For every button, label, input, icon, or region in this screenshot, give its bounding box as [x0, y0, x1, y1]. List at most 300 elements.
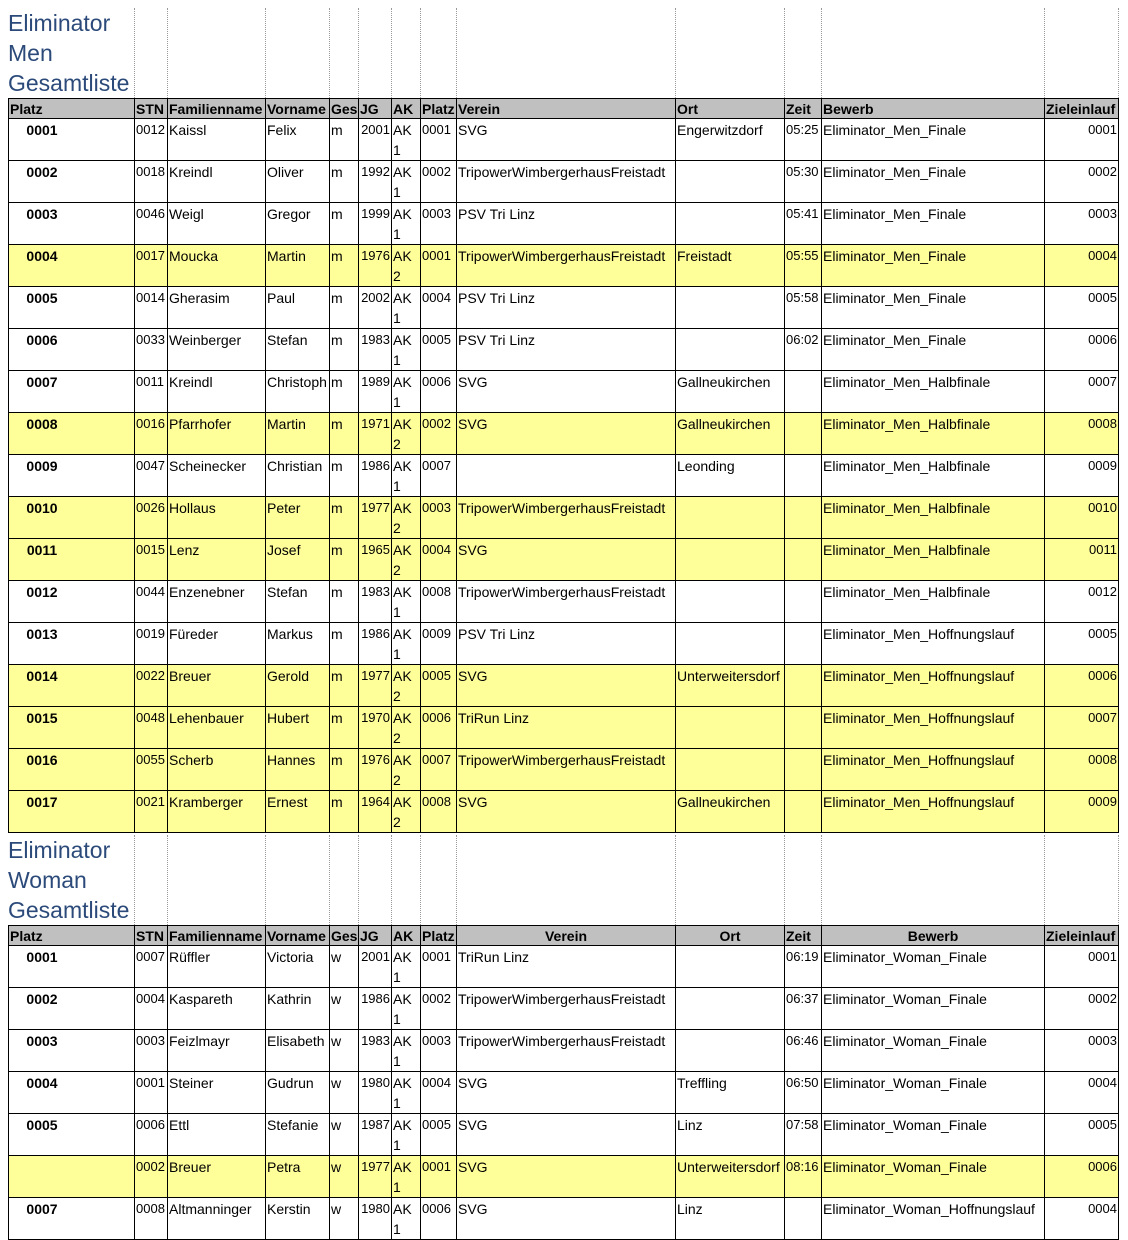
cell-ak: AK 1 — [392, 371, 421, 413]
cell-zieleinlauf: 0012 — [1045, 581, 1119, 623]
cell-vorname: Markus — [266, 623, 330, 665]
cell-ak-platz: 0008 — [421, 791, 457, 833]
cell-ak: AK 1 — [392, 119, 421, 161]
cell-ort — [676, 287, 785, 329]
cell-ak-platz: 0001 — [421, 946, 457, 988]
cell-zeit: 08:16 — [785, 1156, 822, 1198]
cell-ak: AK 2 — [392, 665, 421, 707]
cell-zieleinlauf: 0004 — [1045, 245, 1119, 287]
cell-jg: 1971 — [359, 413, 392, 455]
cell-vorname: Kathrin — [266, 988, 330, 1030]
men-title-line: Men — [8, 40, 53, 66]
cell-zieleinlauf: 0007 — [1045, 371, 1119, 413]
cell-vorname: Petra — [266, 1156, 330, 1198]
cell-jg: 1986 — [359, 623, 392, 665]
cell-familienname: Steiner — [168, 1072, 266, 1114]
cell-verein: TripowerWimbergerhausFreistadt — [457, 581, 676, 623]
cell-zieleinlauf: 0004 — [1045, 1198, 1119, 1240]
gridline — [265, 8, 266, 98]
cell-platz: 0004 — [9, 245, 135, 287]
cell-verein: PSV Tri Linz — [457, 329, 676, 371]
woman-results-table — [8, 925, 1119, 1240]
cell-stn: 0012 — [135, 119, 168, 161]
cell-verein: SVG — [457, 1072, 676, 1114]
cell-verein: SVG — [457, 1156, 676, 1198]
table-row — [9, 1114, 1119, 1156]
cell-verein: PSV Tri Linz — [457, 203, 676, 245]
cell-zieleinlauf: 0001 — [1045, 946, 1119, 988]
cell-familienname: Kramberger — [168, 791, 266, 833]
cell-stn: 0011 — [135, 371, 168, 413]
cell-ak: AK 1 — [392, 1072, 421, 1114]
cell-ges: m — [330, 161, 359, 203]
cell-zeit — [785, 413, 822, 455]
cell-ak-platz: 0005 — [421, 329, 457, 371]
cell-ges: m — [330, 791, 359, 833]
cell-platz: 0001 — [9, 946, 135, 988]
cell-verein: PSV Tri Linz — [457, 287, 676, 329]
cell-platz: 0006 — [9, 329, 135, 371]
cell-zieleinlauf: 0008 — [1045, 749, 1119, 791]
cell-jg: 1977 — [359, 1156, 392, 1198]
cell-verein: SVG — [457, 119, 676, 161]
column-header: JG — [359, 99, 392, 119]
cell-bewerb: Eliminator_Men_Finale — [822, 245, 1045, 287]
cell-stn: 0003 — [135, 1030, 168, 1072]
cell-ges: m — [330, 329, 359, 371]
cell-ort: Treffling — [676, 1072, 785, 1114]
cell-vorname: Stefan — [266, 581, 330, 623]
spreadsheet — [8, 8, 1118, 1240]
cell-zeit — [785, 371, 822, 413]
cell-ak-platz: 0001 — [421, 1156, 457, 1198]
cell-vorname: Paul — [266, 287, 330, 329]
cell-ak-platz: 0009 — [421, 623, 457, 665]
gridline — [358, 835, 359, 925]
cell-stn: 0006 — [135, 1114, 168, 1156]
cell-stn: 0033 — [135, 329, 168, 371]
column-header: Vorname — [266, 99, 330, 119]
cell-ak-platz: 0001 — [421, 119, 457, 161]
cell-ak: AK 1 — [392, 946, 421, 988]
woman-header-row — [9, 926, 1119, 946]
cell-bewerb: Eliminator_Woman_Finale — [822, 988, 1045, 1030]
column-header: Familienname — [168, 99, 266, 119]
cell-bewerb: Eliminator_Men_Hoffnungslauf — [822, 791, 1045, 833]
cell-familienname: Moucka — [168, 245, 266, 287]
column-header: AK — [392, 926, 421, 946]
cell-ak-platz: 0005 — [421, 665, 457, 707]
woman-title — [8, 835, 129, 925]
column-header: Familienname — [168, 926, 266, 946]
cell-ges: w — [330, 1114, 359, 1156]
cell-ges: w — [330, 1072, 359, 1114]
gridline — [420, 8, 421, 98]
cell-ak-platz: 0002 — [421, 988, 457, 1030]
cell-platz: 0012 — [9, 581, 135, 623]
table-row — [9, 287, 1119, 329]
cell-ak-platz: 0001 — [421, 245, 457, 287]
cell-zeit — [785, 455, 822, 497]
cell-ges: m — [330, 413, 359, 455]
cell-ges: w — [330, 1030, 359, 1072]
cell-ges: m — [330, 749, 359, 791]
cell-ak: AK 1 — [392, 1198, 421, 1240]
table-row — [9, 371, 1119, 413]
cell-familienname: Kaissl — [168, 119, 266, 161]
cell-verein — [457, 455, 676, 497]
cell-platz: 0009 — [9, 455, 135, 497]
cell-stn: 0046 — [135, 203, 168, 245]
gridline — [821, 835, 822, 925]
gridline — [821, 8, 822, 98]
table-row — [9, 946, 1119, 988]
table-row — [9, 749, 1119, 791]
table-row — [9, 1198, 1119, 1240]
cell-vorname: Gudrun — [266, 1072, 330, 1114]
cell-ort: Linz — [676, 1198, 785, 1240]
cell-stn: 0002 — [135, 1156, 168, 1198]
cell-bewerb: Eliminator_Men_Finale — [822, 161, 1045, 203]
column-header: Vorname — [266, 926, 330, 946]
cell-zieleinlauf: 0006 — [1045, 1156, 1119, 1198]
woman-title-line: Eliminator — [8, 837, 111, 863]
cell-bewerb: Eliminator_Men_Halbfinale — [822, 539, 1045, 581]
cell-zeit: 07:58 — [785, 1114, 822, 1156]
cell-vorname: Victoria — [266, 946, 330, 988]
cell-zieleinlauf: 0008 — [1045, 413, 1119, 455]
cell-platz: 0001 — [9, 119, 135, 161]
cell-zeit: 06:19 — [785, 946, 822, 988]
cell-bewerb: Eliminator_Woman_Finale — [822, 946, 1045, 988]
cell-jg: 1986 — [359, 455, 392, 497]
cell-jg: 1976 — [359, 245, 392, 287]
cell-ak-platz: 0006 — [421, 371, 457, 413]
column-header: Zieleinlauf — [1045, 99, 1119, 119]
cell-ort — [676, 749, 785, 791]
cell-zeit — [785, 707, 822, 749]
men-section-title — [8, 8, 1118, 98]
cell-ak-platz: 0005 — [421, 1114, 457, 1156]
cell-vorname: Josef — [266, 539, 330, 581]
cell-familienname: Scherb — [168, 749, 266, 791]
cell-vorname: Hannes — [266, 749, 330, 791]
cell-zieleinlauf: 0004 — [1045, 1072, 1119, 1114]
gridline — [358, 8, 359, 98]
column-header: Platz — [422, 927, 455, 944]
cell-ges: m — [330, 245, 359, 287]
gridline — [391, 8, 392, 98]
cell-zeit: 05:58 — [785, 287, 822, 329]
cell-ort: Gallneukirchen — [676, 791, 785, 833]
cell-jg: 1983 — [359, 581, 392, 623]
gridline — [329, 8, 330, 98]
gridline — [675, 835, 676, 925]
cell-familienname: Hollaus — [168, 497, 266, 539]
cell-zeit — [785, 497, 822, 539]
cell-verein: TripowerWimbergerhausFreistadt — [457, 245, 676, 287]
cell-ges: m — [330, 497, 359, 539]
title-gridlines — [8, 835, 1118, 925]
cell-verein: SVG — [457, 539, 676, 581]
cell-bewerb: Eliminator_Woman_Finale — [822, 1072, 1045, 1114]
cell-ak-platz: 0008 — [421, 581, 457, 623]
title-gridlines — [8, 8, 1118, 98]
cell-verein: SVG — [457, 1198, 676, 1240]
cell-ort: Gallneukirchen — [676, 413, 785, 455]
table-row — [9, 988, 1119, 1030]
gridline — [329, 835, 330, 925]
cell-familienname: Pfarrhofer — [168, 413, 266, 455]
cell-ort — [676, 497, 785, 539]
cell-ort — [676, 946, 785, 988]
cell-bewerb: Eliminator_Woman_Finale — [822, 1156, 1045, 1198]
cell-verein: TriRun Linz — [457, 946, 676, 988]
cell-jg: 1989 — [359, 371, 392, 413]
cell-zieleinlauf: 0009 — [1045, 455, 1119, 497]
cell-ort — [676, 329, 785, 371]
cell-ort — [676, 581, 785, 623]
cell-platz: 0016 — [9, 749, 135, 791]
column-header: Platz — [422, 100, 455, 117]
cell-bewerb: Eliminator_Men_Halbfinale — [822, 413, 1045, 455]
cell-familienname: Scheinecker — [168, 455, 266, 497]
cell-verein: SVG — [457, 371, 676, 413]
cell-jg: 1983 — [359, 329, 392, 371]
cell-platz: 0005 — [9, 287, 135, 329]
woman-section-title — [8, 835, 1118, 925]
cell-zeit — [785, 1198, 822, 1240]
column-header: Platz — [9, 99, 135, 119]
cell-stn: 0017 — [135, 245, 168, 287]
gridline — [784, 835, 785, 925]
cell-zeit: 05:41 — [785, 203, 822, 245]
cell-ges: w — [330, 1198, 359, 1240]
gridline — [675, 8, 676, 98]
cell-jg: 1992 — [359, 161, 392, 203]
cell-platz: 0011 — [9, 539, 135, 581]
cell-familienname: Ettl — [168, 1114, 266, 1156]
cell-vorname: Felix — [266, 119, 330, 161]
cell-platz: 0007 — [9, 371, 135, 413]
cell-zieleinlauf: 0002 — [1045, 161, 1119, 203]
cell-verein: SVG — [457, 665, 676, 707]
cell-platz: 0014 — [9, 665, 135, 707]
column-header: Platz — [9, 926, 135, 946]
cell-bewerb: Eliminator_Men_Finale — [822, 287, 1045, 329]
cell-bewerb: Eliminator_Woman_Hoffnungslauf — [822, 1198, 1045, 1240]
cell-verein: TripowerWimbergerhausFreistadt — [457, 161, 676, 203]
cell-jg: 1980 — [359, 1198, 392, 1240]
column-header: Zeit — [785, 99, 822, 119]
cell-verein: TripowerWimbergerhausFreistadt — [457, 988, 676, 1030]
cell-zeit — [785, 791, 822, 833]
cell-zieleinlauf: 0007 — [1045, 707, 1119, 749]
cell-familienname: Rüffler — [168, 946, 266, 988]
cell-ak: AK1 — [392, 581, 421, 623]
cell-zeit — [785, 539, 822, 581]
cell-vorname: Christian — [266, 455, 330, 497]
men-title-line: Gesamtliste — [8, 70, 130, 96]
cell-familienname: Kreindl — [168, 161, 266, 203]
men-title — [8, 8, 129, 98]
table-row — [9, 623, 1119, 665]
cell-familienname: Lehenbauer — [168, 707, 266, 749]
cell-vorname: Hubert — [266, 707, 330, 749]
cell-ak-platz: 0006 — [421, 707, 457, 749]
cell-ges: m — [330, 287, 359, 329]
table-row — [9, 707, 1119, 749]
cell-ak: AK 1 — [392, 1030, 421, 1072]
cell-zeit: 06:46 — [785, 1030, 822, 1072]
cell-platz: 0017 — [9, 791, 135, 833]
gridline — [456, 8, 457, 98]
cell-bewerb: Eliminator_Men_Finale — [822, 329, 1045, 371]
cell-jg: 1986 — [359, 988, 392, 1030]
table-row — [9, 791, 1119, 833]
men-results-table — [8, 98, 1119, 833]
table-row — [9, 119, 1119, 161]
men-header-row — [9, 99, 1119, 119]
cell-vorname: Elisabeth — [266, 1030, 330, 1072]
cell-stn: 0018 — [135, 161, 168, 203]
cell-platz: 0003 — [9, 203, 135, 245]
cell-ges: m — [330, 623, 359, 665]
cell-platz: 0005 — [9, 1114, 135, 1156]
cell-ak: AK 1 — [392, 988, 421, 1030]
cell-stn: 0048 — [135, 707, 168, 749]
cell-ges: m — [330, 707, 359, 749]
cell-bewerb: Eliminator_Men_Hoffnungslauf — [822, 665, 1045, 707]
cell-ort: Freistadt — [676, 245, 785, 287]
cell-vorname: Stefanie — [266, 1114, 330, 1156]
cell-bewerb: Eliminator_Men_Hoffnungslauf — [822, 623, 1045, 665]
cell-ort — [676, 539, 785, 581]
cell-ak: AK 1 — [392, 1156, 421, 1198]
cell-ak: AK 2 — [392, 413, 421, 455]
cell-zieleinlauf: 0003 — [1045, 1030, 1119, 1072]
cell-vorname: Kerstin — [266, 1198, 330, 1240]
cell-ges: m — [330, 203, 359, 245]
cell-ort — [676, 988, 785, 1030]
cell-ak: AK 1 — [392, 455, 421, 497]
cell-jg: 2001 — [359, 946, 392, 988]
cell-ak-platz: 0002 — [421, 413, 457, 455]
cell-ges: m — [330, 581, 359, 623]
cell-jg: 1983 — [359, 1030, 392, 1072]
gridline — [167, 835, 168, 925]
cell-familienname: Weigl — [168, 203, 266, 245]
column-header: STN — [135, 99, 168, 119]
cell-jg: 2002 — [359, 287, 392, 329]
cell-zeit — [785, 623, 822, 665]
cell-ak-platz: 0003 — [421, 1030, 457, 1072]
table-row — [9, 161, 1119, 203]
gridline — [134, 835, 135, 925]
cell-verein: TripowerWimbergerhausFreistadt — [457, 749, 676, 791]
cell-zeit: 05:25 — [785, 119, 822, 161]
gridline — [1044, 835, 1045, 925]
cell-platz: 0003 — [9, 1030, 135, 1072]
cell-ort — [676, 1030, 785, 1072]
gridline — [391, 835, 392, 925]
cell-ort — [676, 707, 785, 749]
cell-ak-platz: 0004 — [421, 287, 457, 329]
cell-familienname: Gherasim — [168, 287, 266, 329]
cell-stn: 0047 — [135, 455, 168, 497]
cell-stn: 0044 — [135, 581, 168, 623]
cell-ak: AK 2 — [392, 749, 421, 791]
cell-ort — [676, 203, 785, 245]
cell-familienname: Breuer — [168, 665, 266, 707]
cell-zeit — [785, 749, 822, 791]
cell-stn: 0022 — [135, 665, 168, 707]
men-title-line: Eliminator — [8, 10, 111, 36]
table-row — [9, 539, 1119, 581]
cell-zeit: 06:02 — [785, 329, 822, 371]
column-header: Zieleinlauf — [1045, 926, 1119, 946]
cell-familienname: Enzenebner — [168, 581, 266, 623]
table-row — [9, 203, 1119, 245]
column-header: Bewerb — [822, 926, 1045, 946]
cell-bewerb: Eliminator_Woman_Finale — [822, 1114, 1045, 1156]
cell-vorname: Martin — [266, 413, 330, 455]
cell-vorname: Martin — [266, 245, 330, 287]
cell-vorname: Oliver — [266, 161, 330, 203]
gridline — [1118, 835, 1119, 925]
cell-bewerb: Eliminator_Men_Finale — [822, 203, 1045, 245]
cell-zeit: 06:50 — [785, 1072, 822, 1114]
cell-stn: 0016 — [135, 413, 168, 455]
cell-ges: m — [330, 119, 359, 161]
gridline — [784, 8, 785, 98]
cell-familienname: Feizlmayr — [168, 1030, 266, 1072]
cell-ak: AK 1 — [392, 1114, 421, 1156]
cell-ort: Leonding — [676, 455, 785, 497]
cell-ges: w — [330, 1156, 359, 1198]
table-row — [9, 1030, 1119, 1072]
cell-ges: m — [330, 455, 359, 497]
column-header: Ges — [331, 100, 358, 117]
cell-ak: AK 1 — [392, 161, 421, 203]
cell-stn: 0026 — [135, 497, 168, 539]
cell-ges: m — [330, 539, 359, 581]
cell-platz: 0004 — [9, 1072, 135, 1114]
cell-ak: AK 1 — [392, 329, 421, 371]
cell-jg: 1980 — [359, 1072, 392, 1114]
gridline — [1044, 8, 1045, 98]
table-row — [9, 665, 1119, 707]
cell-ak-platz: 0002 — [421, 161, 457, 203]
column-header: JG — [359, 926, 392, 946]
column-header: Ort — [676, 99, 785, 119]
column-header: Ges — [331, 927, 358, 944]
woman-title-line: Gesamtliste — [8, 897, 130, 923]
table-row — [9, 329, 1119, 371]
table-row — [9, 1072, 1119, 1114]
cell-ges: m — [330, 371, 359, 413]
column-header: Verein — [457, 926, 676, 946]
cell-familienname: Altmanninger — [168, 1198, 266, 1240]
cell-jg: 1965 — [359, 539, 392, 581]
cell-zieleinlauf: 0011 — [1045, 539, 1119, 581]
cell-zeit: 06:37 — [785, 988, 822, 1030]
cell-familienname: Lenz — [168, 539, 266, 581]
cell-stn: 0055 — [135, 749, 168, 791]
cell-zieleinlauf: 0009 — [1045, 791, 1119, 833]
cell-ak-platz: 0003 — [421, 203, 457, 245]
cell-ort: Engerwitzdorf — [676, 119, 785, 161]
